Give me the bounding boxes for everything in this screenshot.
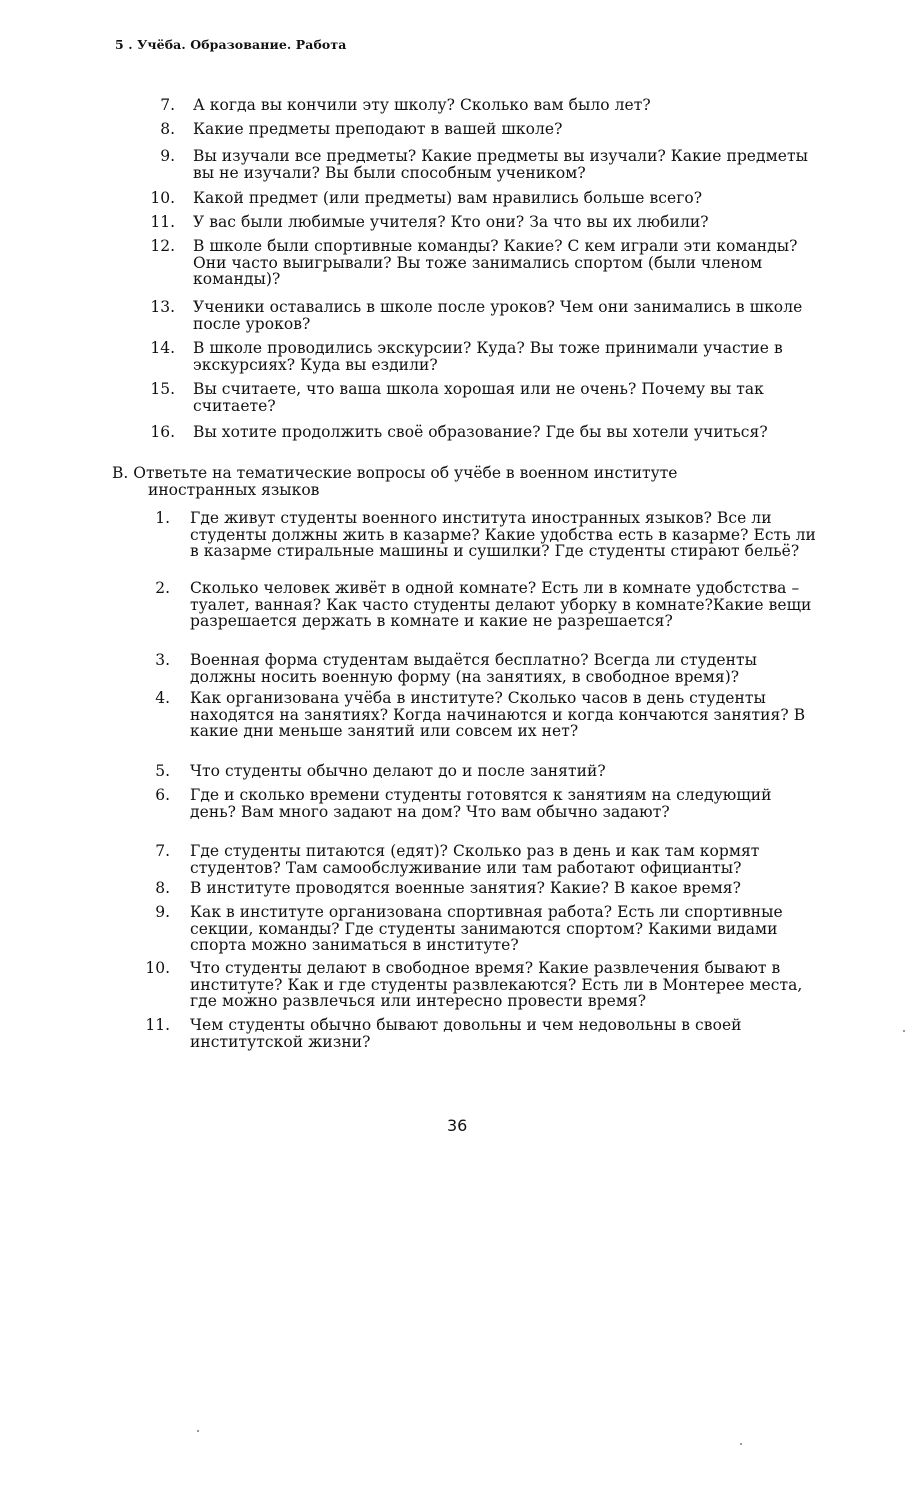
question-number: 5. xyxy=(155,762,170,780)
question-text: Чем студенты обычно бывают довольны и чем недовольны в своей институтской жизни? xyxy=(190,1016,742,1051)
section-b-title-line1: B. Ответьте на тематические вопросы об учёбе в военном институте xyxy=(112,464,678,482)
question-text: Военная форма студентам выдаётся бесплатно? Всегда ли студенты должны носить военную форму (на занятиях, в свободное время)? xyxy=(190,651,758,686)
question-number: 4. xyxy=(155,689,170,707)
question-text: Как организована учёба в институте? Сколько часов в день студенты находятся на занятиях? Когда начинаются и когда кончаются занятия? В какие дни меньше занятий или совсем их нет? xyxy=(190,689,806,740)
question-number: 16. xyxy=(150,423,175,441)
section-b-title-line2: иностранных языков xyxy=(148,480,320,499)
question-text: Вы хотите продолжить своё образование? Где бы вы хотели учиться? xyxy=(193,423,768,441)
question-number: 7. xyxy=(155,842,170,860)
section-b-title xyxy=(112,465,752,498)
question-number: 6. xyxy=(155,786,170,804)
question-number: 13. xyxy=(150,298,175,316)
question-number: 15. xyxy=(150,380,175,398)
scan-speck xyxy=(197,1430,199,1432)
question-text: Вы считаете, что ваша школа хорошая или не очень? Почему вы так считаете? xyxy=(193,380,764,415)
question-text: Где студенты питаются (едят)? Сколько раз в день и как там кормят студентов? Там самообслуживание или там работают официанты? xyxy=(190,842,760,877)
question-number: 12. xyxy=(150,237,175,255)
question-text: В школе были спортивные команды? Какие? С кем играли эти команды? Они часто выигрывали? Вы тоже занимались спортом (были членом команды)? xyxy=(193,237,798,288)
question-text: Что студенты делают в свободное время? Какие развлечения бывают в институте? Как и где студенты развлекаются? Есть ли в Монтерее места, где можно развлечься или интересно провести время? xyxy=(190,959,803,1010)
running-header: 5 . Учёба. Образование. Работа xyxy=(115,37,347,52)
question-number: 10. xyxy=(150,189,175,207)
question-number: 10. xyxy=(145,959,170,977)
question-text: Сколько человек живёт в одной комнате? Есть ли в комнате удобстства – туалет, ванная? Как часто студенты делают уборку в комнате?Какие вещи разрешается держать в комнате и какие не разрешается? xyxy=(190,579,812,630)
question-number: 11. xyxy=(145,1016,170,1034)
question-number: 9. xyxy=(160,147,175,165)
question-number: 7. xyxy=(160,96,175,114)
question-text: Где и сколько времени студенты готовятся к занятиям на следующий день? Вам много задают на дом? Что вам обычно задают? xyxy=(190,786,772,821)
question-number: 1. xyxy=(155,509,170,527)
question-number: 9. xyxy=(155,903,170,921)
question-text: В институте проводятся военные занятия? Какие? В какое время? xyxy=(190,879,741,897)
question-text: Ученики оставались в школе после уроков? Чем они занимались в школе после уроков? xyxy=(193,298,803,333)
question-number: 14. xyxy=(150,339,175,357)
question-text: В школе проводились экскурсии? Куда? Вы тоже принимали участие в экскурсиях? Куда вы ездили? xyxy=(193,339,783,374)
question-number: 3. xyxy=(155,651,170,669)
question-text: Где живут студенты военного института иностранных языков? Все ли студенты должны жить в казарме? Какие удобства есть в казарме? Есть ли в казарме стиральные машины и сушилки? Где студенты стирают бельё? xyxy=(190,509,816,560)
question-number: 11. xyxy=(150,213,175,231)
scan-speck xyxy=(903,1030,905,1032)
question-text: Какой предмет (или предметы) вам нравились больше всего? xyxy=(193,189,703,207)
question-number: 8. xyxy=(155,879,170,897)
question-number: 8. xyxy=(160,120,175,138)
question-text: Какие предметы преподают в вашей школе? xyxy=(193,120,563,138)
question-text: У вас были любимые учителя? Кто они? За что вы их любили? xyxy=(193,213,709,231)
question-number: 2. xyxy=(155,579,170,597)
question-text: А когда вы кончили эту школу? Сколько вам было лет? xyxy=(193,96,651,114)
question-text: Как в институте организована спортивная работа? Есть ли спортивные секции, команды? Где студенты занимаются спортом? Какими видами спорта можно заниматься в институте? xyxy=(190,903,783,954)
question-text: Что студенты обычно делают до и после занятий? xyxy=(190,762,606,780)
scan-speck xyxy=(740,1443,742,1445)
question-text: Вы изучали все предметы? Какие предметы вы изучали? Какие предметы вы не изучали? Вы были способным учеником? xyxy=(193,147,808,182)
page-number: 36 xyxy=(447,1116,468,1135)
